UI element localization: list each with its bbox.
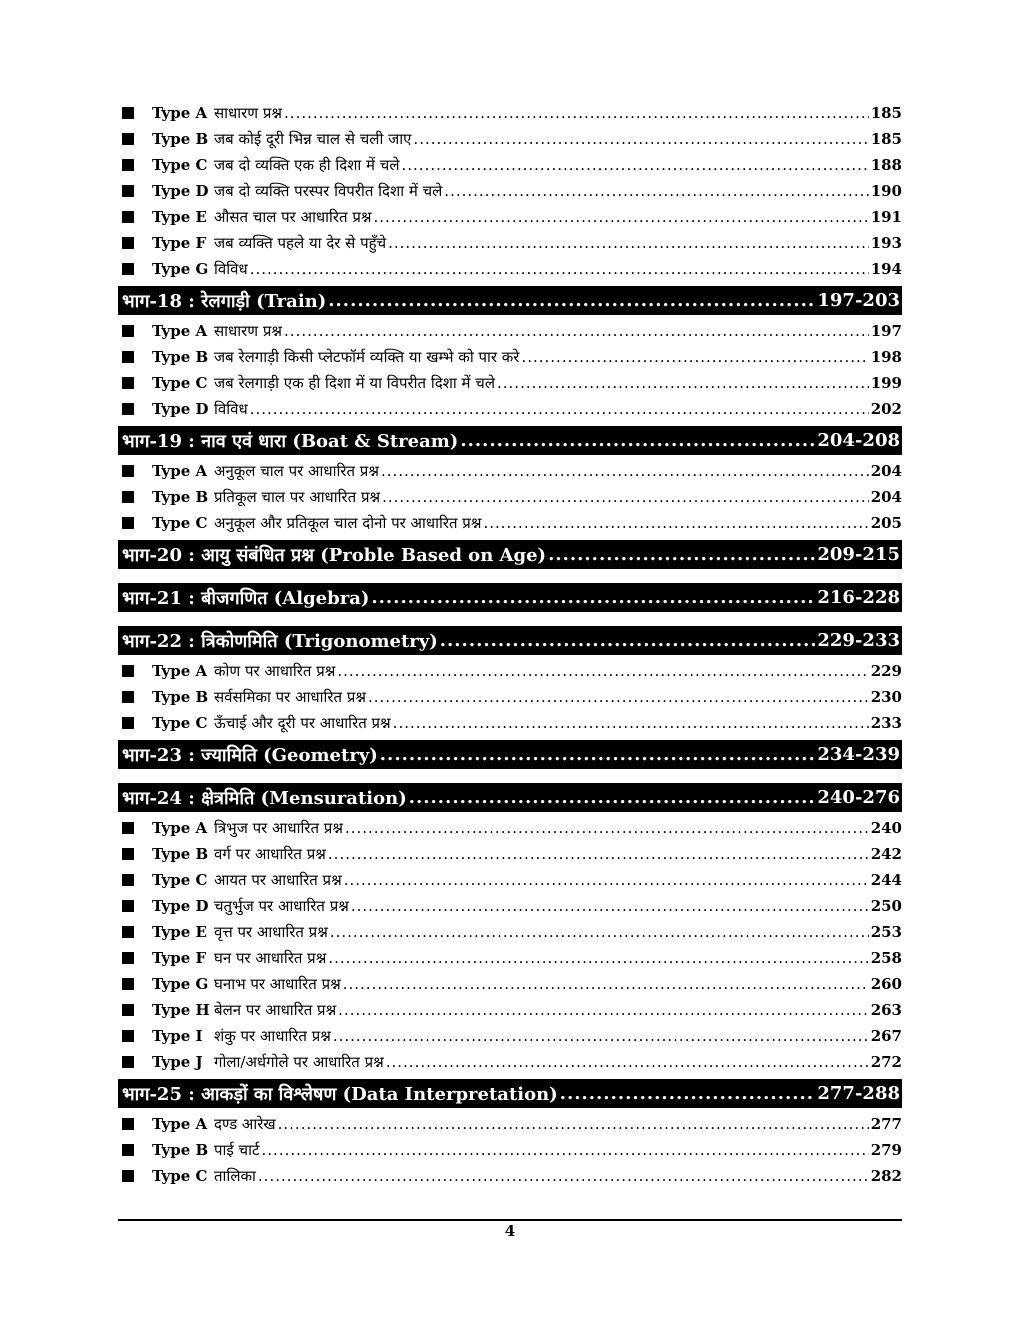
entry-page: 204 — [870, 488, 902, 506]
footer-rule — [118, 1219, 902, 1221]
entry-title: सर्वसमिका पर आधारित प्रश्न — [214, 688, 366, 706]
leader-dots — [374, 208, 869, 226]
leader-dots — [380, 744, 816, 765]
toc-entry — [118, 152, 902, 178]
leader-dots — [250, 260, 869, 278]
leader-dots — [345, 819, 869, 837]
toc-entry — [118, 945, 902, 971]
square-bullet-icon — [122, 517, 134, 529]
entry-title: तालिका — [214, 1167, 256, 1185]
square-bullet-icon — [122, 1030, 134, 1042]
entry-type: Type E — [152, 208, 207, 226]
toc-entry — [118, 230, 902, 256]
toc-entry — [118, 1049, 902, 1075]
entry-title: गोला/अर्धगोले पर आधारित प्रश्न — [214, 1053, 384, 1071]
entry-page: 185 — [870, 130, 902, 148]
entry-type: Type F — [152, 949, 207, 967]
square-bullet-icon — [122, 822, 134, 834]
entry-page: 282 — [870, 1167, 902, 1185]
square-bullet-icon — [122, 325, 134, 337]
entry-title: प्रतिकूल चाल पर आधारित प्रश्न — [214, 488, 381, 506]
entry-type: Type A — [152, 322, 208, 340]
section-page-range: 209-215 — [817, 544, 900, 565]
leader-dots — [386, 1053, 869, 1071]
leader-dots — [371, 587, 815, 608]
leader-dots — [337, 662, 868, 680]
entry-page: 277 — [870, 1115, 902, 1133]
square-bullet-icon — [122, 952, 134, 964]
leader-dots — [393, 714, 869, 732]
entry-title: अनुकूल चाल पर आधारित प्रश्न — [214, 462, 379, 480]
toc-entry — [118, 256, 902, 282]
square-bullet-icon — [122, 978, 134, 990]
entry-page: 272 — [870, 1053, 902, 1071]
entry-title: जब रेलगाड़ी किसी प्लेटफॉर्म व्यक्ति या खम्भे को पार करे — [214, 348, 520, 366]
entry-title: घनाभ पर आधारित प्रश्न — [214, 975, 341, 993]
entry-page: 199 — [870, 374, 902, 392]
entry-type: Type A — [152, 1115, 208, 1133]
toc-entry — [118, 484, 902, 510]
entry-type: Type D — [152, 400, 209, 418]
leader-dots — [388, 234, 869, 252]
entry-type: Type J — [152, 1053, 203, 1071]
entry-title: घन पर आधारित प्रश्न — [214, 949, 327, 967]
section-page-range: 216-228 — [817, 587, 900, 608]
entry-type: Type D — [152, 182, 209, 200]
entry-type: Type C — [152, 714, 208, 732]
section-title: भाग-19 : नाव एवं धारा (Boat & Stream) — [122, 430, 459, 452]
entry-title: विविध — [214, 400, 248, 418]
entry-type: Type A — [152, 104, 208, 122]
section-header — [118, 740, 902, 769]
entry-page: 263 — [870, 1001, 902, 1019]
leader-dots — [333, 1027, 869, 1045]
entry-title: कोण पर आधारित प्रश्न — [214, 662, 336, 680]
section-header — [118, 540, 902, 569]
entry-type: Type C — [152, 374, 208, 392]
square-bullet-icon — [122, 900, 134, 912]
square-bullet-icon — [122, 263, 134, 275]
entry-page: 202 — [870, 400, 902, 418]
leader-dots — [444, 182, 868, 200]
section-header — [118, 286, 902, 315]
leader-dots — [343, 975, 869, 993]
entry-title: जब दो व्यक्ति एक ही दिशा में चले — [214, 156, 400, 174]
toc-entry — [118, 997, 902, 1023]
page-number: 4 — [504, 1222, 516, 1240]
entry-page: 240 — [870, 819, 902, 837]
entry-type: Type F — [152, 234, 207, 252]
entry-type: Type B — [152, 488, 209, 506]
section-title: भाग-24 : क्षेत्रमिति (Mensuration) — [122, 787, 407, 809]
entry-page: 267 — [870, 1027, 902, 1045]
entry-title: जब व्यक्ति पहले या देर से पहुँचे — [214, 234, 387, 252]
entry-type: Type C — [152, 156, 208, 174]
entry-page: 229 — [870, 662, 902, 680]
entry-type: Type G — [152, 260, 209, 278]
toc-entry — [118, 684, 902, 710]
entry-title: जब रेलगाड़ी एक ही दिशा में या विपरीत दिशा में चले — [214, 374, 495, 392]
toc-entry — [118, 204, 902, 230]
square-bullet-icon — [122, 211, 134, 223]
section-header — [118, 783, 902, 812]
entry-type: Type B — [152, 348, 209, 366]
leader-dots — [258, 1167, 869, 1185]
entry-title: विविध — [214, 260, 248, 278]
leader-dots — [548, 544, 815, 565]
leader-dots — [460, 430, 815, 451]
entry-title: आयत पर आधारित प्रश्न — [214, 871, 342, 889]
toc-entry — [118, 710, 902, 736]
section-header — [118, 626, 902, 655]
section-page-range: 277-288 — [817, 1083, 900, 1104]
section-header — [118, 1079, 902, 1108]
square-bullet-icon — [122, 1118, 134, 1130]
square-bullet-icon — [122, 1170, 134, 1182]
section-page-range: 204-208 — [817, 430, 900, 451]
entry-type: Type H — [152, 1001, 210, 1019]
section-page-range: 229-233 — [817, 630, 900, 651]
entry-page: 242 — [870, 845, 902, 863]
leader-dots — [440, 630, 816, 651]
entry-type: Type G — [152, 975, 209, 993]
leader-dots — [402, 156, 869, 174]
entry-page: 188 — [870, 156, 902, 174]
entry-type: Type I — [152, 1027, 203, 1045]
entry-type: Type B — [152, 130, 209, 148]
entry-title: दण्ड आरेख — [214, 1115, 276, 1133]
entry-type: Type A — [152, 462, 208, 480]
leader-dots — [351, 897, 869, 915]
entry-title: अनुकूल और प्रतिकूल चाल दोनो पर आधारित प्रश्न — [214, 514, 482, 532]
entry-type: Type B — [152, 688, 209, 706]
leader-dots — [328, 845, 869, 863]
toc-entry — [118, 1163, 902, 1189]
section-title: भाग-25 : आकड़ों का विश्लेषण (Data Interpretation) — [122, 1083, 558, 1105]
square-bullet-icon — [122, 133, 134, 145]
entry-type: Type C — [152, 871, 208, 889]
section-page-range: 240-276 — [817, 787, 900, 808]
leader-dots — [284, 322, 869, 340]
leader-dots — [382, 488, 869, 506]
leader-dots — [497, 374, 869, 392]
leader-dots — [328, 949, 868, 967]
toc-entry — [118, 344, 902, 370]
square-bullet-icon — [122, 1144, 134, 1156]
leader-dots — [560, 1083, 816, 1104]
entry-title: त्रिभुज पर आधारित प्रश्न — [214, 819, 343, 837]
entry-type: Type C — [152, 1167, 208, 1185]
entry-type: Type C — [152, 514, 208, 532]
entry-page: 191 — [870, 208, 902, 226]
square-bullet-icon — [122, 691, 134, 703]
entry-title: साधारण प्रश्न — [214, 104, 283, 122]
toc-entry — [118, 893, 902, 919]
entry-title: शंकु पर आधारित प्रश्न — [214, 1027, 331, 1045]
square-bullet-icon — [122, 465, 134, 477]
leader-dots — [338, 1001, 869, 1019]
toc-entry — [118, 1137, 902, 1163]
entry-page: 193 — [870, 234, 902, 252]
toc-entry — [118, 126, 902, 152]
toc-entry — [118, 100, 902, 126]
section-title: भाग-20 : आयु संबंधित प्रश्न (Proble Based on Age) — [122, 544, 547, 566]
leader-dots — [250, 400, 869, 418]
square-bullet-icon — [122, 491, 134, 503]
square-bullet-icon — [122, 107, 134, 119]
toc-entry — [118, 1111, 902, 1137]
entry-title: ऊँचाई और दूरी पर आधारित प्रश्न — [214, 714, 391, 732]
leader-dots — [483, 514, 868, 532]
entry-page: 253 — [870, 923, 902, 941]
entry-page: 279 — [870, 1141, 902, 1159]
square-bullet-icon — [122, 874, 134, 886]
square-bullet-icon — [122, 717, 134, 729]
entry-type: Type B — [152, 845, 209, 863]
entry-title: औसत चाल पर आधारित प्रश्न — [214, 208, 372, 226]
toc-entry — [118, 178, 902, 204]
leader-dots — [262, 1141, 869, 1159]
entry-type: Type B — [152, 1141, 209, 1159]
square-bullet-icon — [122, 1056, 134, 1068]
leader-dots — [330, 923, 869, 941]
table-of-contents — [118, 100, 902, 1189]
leader-dots — [413, 130, 868, 148]
leader-dots — [381, 462, 869, 480]
leader-dots — [409, 787, 816, 808]
entry-title: वर्ग पर आधारित प्रश्न — [214, 845, 326, 863]
entry-page: 258 — [870, 949, 902, 967]
square-bullet-icon — [122, 185, 134, 197]
section-title: भाग-23 : ज्यामिति (Geometry) — [122, 744, 378, 766]
square-bullet-icon — [122, 159, 134, 171]
entry-page: 233 — [870, 714, 902, 732]
entry-page: 185 — [870, 104, 902, 122]
square-bullet-icon — [122, 351, 134, 363]
section-title: भाग-18 : रेलगाड़ी (Train) — [122, 290, 327, 312]
toc-entry — [118, 458, 902, 484]
square-bullet-icon — [122, 1004, 134, 1016]
toc-entry — [118, 815, 902, 841]
square-bullet-icon — [122, 237, 134, 249]
section-page-range: 197-203 — [817, 290, 900, 311]
entry-type: Type E — [152, 923, 207, 941]
toc-entry — [118, 396, 902, 422]
toc-entry — [118, 370, 902, 396]
square-bullet-icon — [122, 403, 134, 415]
entry-page: 260 — [870, 975, 902, 993]
entry-page: 204 — [870, 462, 902, 480]
entry-title: पाई चार्ट — [214, 1141, 260, 1159]
toc-entry — [118, 1023, 902, 1049]
entry-type: Type A — [152, 819, 208, 837]
square-bullet-icon — [122, 377, 134, 389]
section-page-range: 234-239 — [817, 744, 900, 765]
toc-entry — [118, 658, 902, 684]
leader-dots — [521, 348, 868, 366]
section-title: भाग-22 : त्रिकोणमिति (Trigonometry) — [122, 630, 438, 652]
leader-dots — [344, 871, 869, 889]
entry-page: 230 — [870, 688, 902, 706]
entry-page: 197 — [870, 322, 902, 340]
entry-page: 198 — [870, 348, 902, 366]
entry-title: जब कोई दूरी भिन्न चाल से चली जाए — [214, 130, 412, 148]
entry-title: वृत्त पर आधारित प्रश्न — [214, 923, 328, 941]
toc-entry — [118, 510, 902, 536]
entry-type: Type A — [152, 662, 208, 680]
square-bullet-icon — [122, 665, 134, 677]
toc-entry — [118, 841, 902, 867]
leader-dots — [328, 290, 815, 311]
toc-entry — [118, 919, 902, 945]
entry-title: चतुर्भुज पर आधारित प्रश्न — [214, 897, 349, 915]
toc-entry — [118, 318, 902, 344]
entry-page: 205 — [870, 514, 902, 532]
leader-dots — [284, 104, 869, 122]
section-header — [118, 583, 902, 612]
entry-title: बेलन पर आधारित प्रश्न — [214, 1001, 337, 1019]
toc-entry — [118, 971, 902, 997]
entry-page: 250 — [870, 897, 902, 915]
entry-page: 190 — [870, 182, 902, 200]
square-bullet-icon — [122, 848, 134, 860]
entry-page: 244 — [870, 871, 902, 889]
square-bullet-icon — [122, 926, 134, 938]
entry-page: 194 — [870, 260, 902, 278]
toc-entry — [118, 867, 902, 893]
entry-title: साधारण प्रश्न — [214, 322, 283, 340]
leader-dots — [278, 1115, 869, 1133]
entry-title: जब दो व्यक्ति परस्पर विपरीत दिशा में चले — [214, 182, 443, 200]
entry-type: Type D — [152, 897, 209, 915]
section-header — [118, 426, 902, 455]
leader-dots — [368, 688, 869, 706]
section-title: भाग-21 : बीजगणित (Algebra) — [122, 587, 370, 609]
